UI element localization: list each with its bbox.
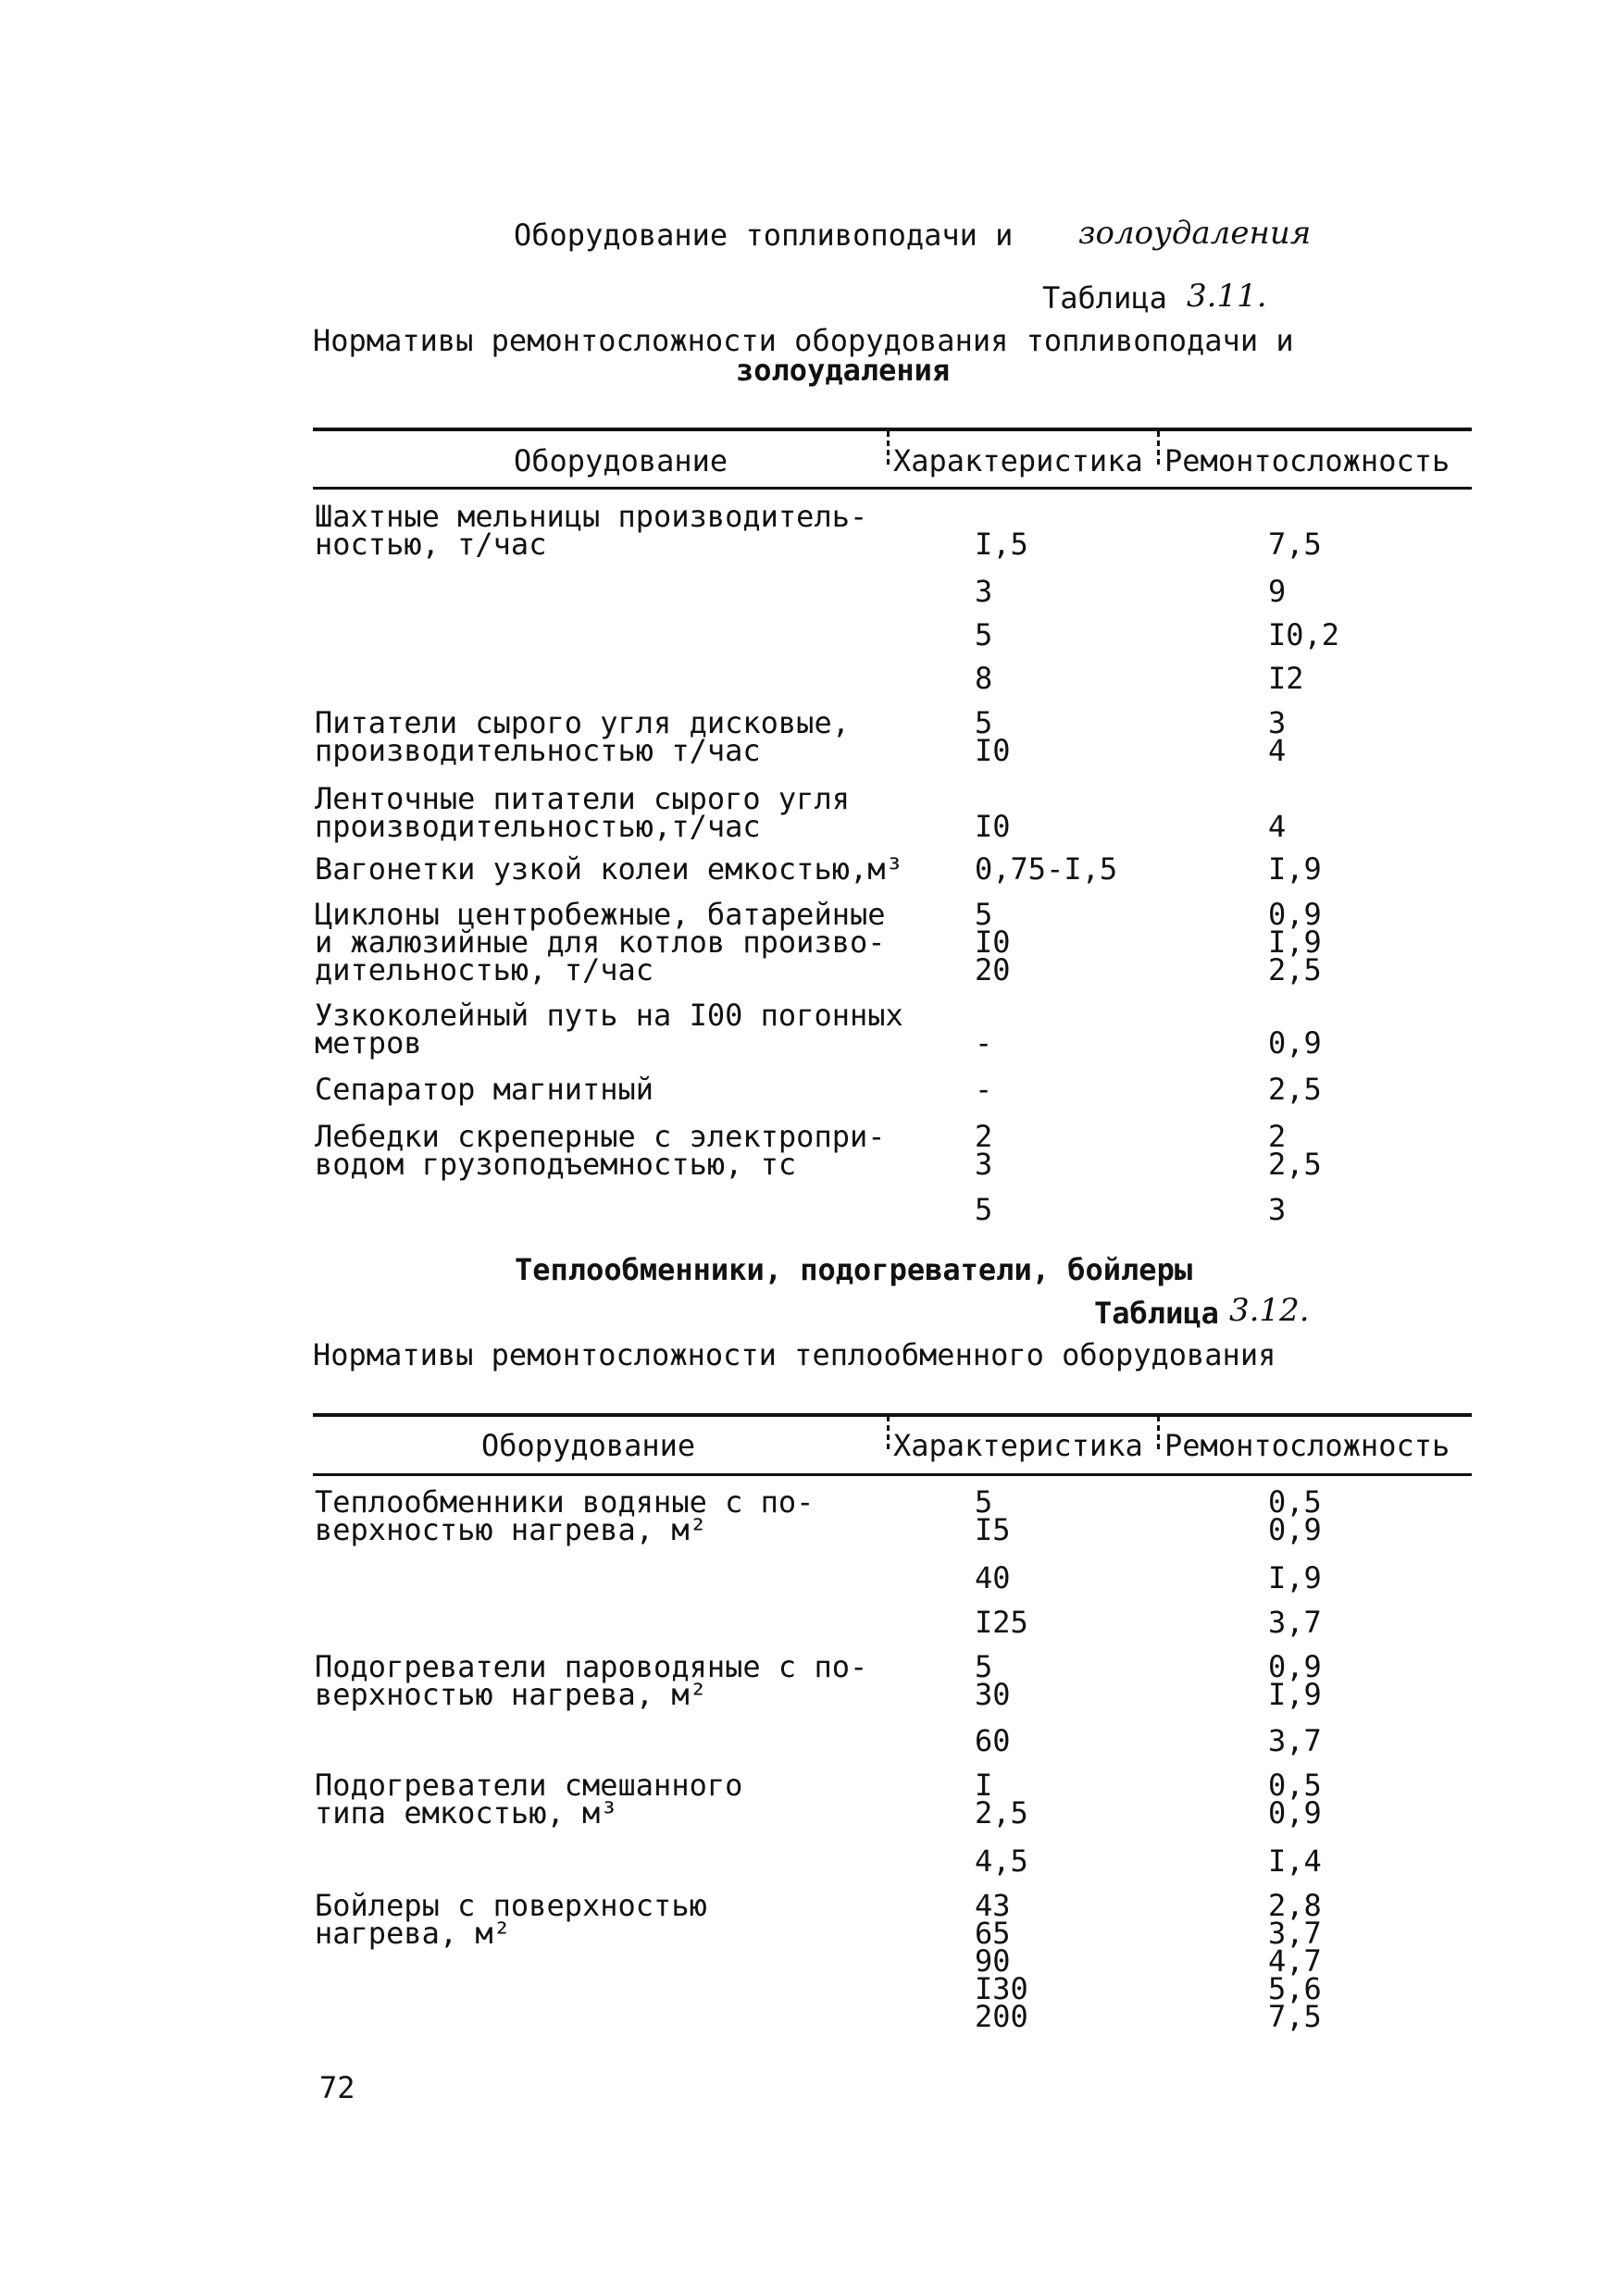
table-row-complexity: 2,5 [1268, 1072, 1322, 1107]
table-row-equipment: Ленточные питатели сырого угля производительностью,т/час [315, 781, 850, 844]
section-heading-handwritten: золоудаления [1078, 215, 1312, 252]
table2-header-complexity: Ремонтосложность [1164, 1428, 1450, 1463]
table1-col-divider-1 [887, 431, 890, 465]
table-number-label: Таблица [1042, 280, 1167, 316]
table-row-equipment: Циклоны центробежные, батарейные и жалюзийные для котлов произво- дительностью, т/час [315, 897, 886, 987]
table-row-characteristic: 8 [975, 661, 993, 696]
table1-header-complexity: Ремонтосложность [1164, 443, 1450, 478]
table-row-complexity: 4 [1268, 809, 1287, 844]
table-row-characteristic: 5 I0 [975, 705, 1011, 768]
table2-top-rule [313, 1413, 1472, 1417]
table-row-characteristic: 5 [975, 617, 993, 652]
table-row-complexity: I,9 [1268, 851, 1322, 887]
table-row-equipment: Питатели сырого угля дисковые, производительностью т/час [315, 705, 850, 768]
table-row-complexity: 0,9 [1268, 1025, 1322, 1061]
table2-header-rule [313, 1473, 1472, 1476]
table1-header-rule [313, 487, 1472, 490]
table-row-complexity: I,9 [1268, 1560, 1322, 1595]
table-row-characteristic: 0,75-I,5 [975, 851, 1118, 887]
table-row-characteristic: 5 30 [975, 1649, 1011, 1712]
table-row-equipment: Лебедки скреперные с электропри- водом грузоподъемностью, тс [315, 1119, 886, 1182]
page-number: 72 [319, 2070, 355, 2105]
table2-header-equipment: Оборудование [481, 1428, 696, 1463]
table-row-equipment: Подогреватели пароводяные с по- верхностью нагрева, м² [315, 1649, 868, 1712]
table-row-complexity: 0,5 0,9 [1268, 1768, 1322, 1831]
table-row-characteristic: 5 [975, 1192, 993, 1227]
table-row-complexity: 3,7 [1268, 1723, 1322, 1758]
table-row-equipment: Бойлеры с поверхностью нагрева, м² [315, 1888, 707, 1951]
table1-top-rule [313, 428, 1472, 431]
table1-header-equipment: Оборудование [514, 443, 728, 478]
table-caption-line2: золоудаления [736, 353, 951, 388]
table-row-characteristic: I0 [975, 809, 1011, 844]
table2-caption: Нормативы ремонтосложности теплообменного оборудования [313, 1337, 1276, 1372]
table-row-equipment: Теплообменники водяные с по- верхностью нагрева, м² [315, 1484, 815, 1547]
table-row-complexity: 0,9 I,9 2,5 [1268, 897, 1322, 987]
section-heading-typed: Оборудование топливоподачи и [514, 217, 1014, 253]
table-row-complexity: I,4 [1268, 1843, 1322, 1879]
table-row-characteristic: 3 [975, 574, 993, 609]
table2-col-divider-1 [887, 1416, 890, 1449]
table-row-characteristic: 2 3 [975, 1119, 993, 1182]
table2-number-label: Таблица [1094, 1296, 1219, 1331]
table-row-complexity: I2 [1268, 661, 1304, 696]
section2-heading: Теплообменники, подогреватели, бойлеры [515, 1252, 1193, 1287]
table-row-equipment: Подогреватели смешанного типа емкостью, м³ [315, 1768, 743, 1831]
table-row-complexity: 3 4 [1268, 705, 1287, 768]
table-row-characteristic: 4,5 [975, 1843, 1028, 1879]
table-row-characteristic: 60 [975, 1723, 1011, 1758]
table1-header-characteristic: Характеристика [893, 443, 1143, 478]
table-number-handwritten: 3.11. [1187, 278, 1267, 315]
table-row-complexity: 2,8 3,7 4,7 5,6 7,5 [1268, 1888, 1322, 2034]
table-row-complexity: 3,7 [1268, 1605, 1322, 1640]
table1-col-divider-2 [1157, 431, 1160, 465]
table-row-characteristic: 40 [975, 1560, 1011, 1595]
table-row-equipment: Сепаратор магнитный [315, 1072, 654, 1107]
table2-number-handwritten: 3.12. [1229, 1292, 1310, 1329]
table-caption-line1: Нормативы ремонтосложности оборудования топливоподачи и [313, 323, 1294, 358]
table-row-characteristic: I,5 [975, 527, 1028, 562]
table-row-complexity: I0,2 [1268, 617, 1340, 652]
table-row-characteristic: - [975, 1072, 993, 1107]
table-row-characteristic: 43 65 90 I30 200 [975, 1888, 1028, 2034]
table2-header-characteristic: Характеристика [893, 1428, 1143, 1463]
table-row-characteristic: I 2,5 [975, 1768, 1028, 1831]
table-row-characteristic: I25 [975, 1605, 1028, 1640]
table-row-characteristic: 5 I0 20 [975, 897, 1011, 987]
table2-col-divider-2 [1157, 1416, 1160, 1449]
table-row-characteristic: 5 I5 [975, 1484, 1011, 1547]
table-row-complexity: 0,9 I,9 [1268, 1649, 1322, 1712]
table-row-complexity: 2 2,5 [1268, 1119, 1322, 1182]
table-row-characteristic: - [975, 1025, 993, 1061]
table-row-complexity: 7,5 [1268, 527, 1322, 562]
table-row-equipment: Шахтные мельницы производитель- ностью, т/час [315, 499, 868, 562]
table-row-complexity: 3 [1268, 1192, 1287, 1227]
table-row-complexity: 9 [1268, 574, 1287, 609]
table-row-complexity: 0,5 0,9 [1268, 1484, 1322, 1547]
table-row-equipment: Вагонетки узкой колеи емкостью,м³ [315, 851, 903, 887]
table-row-equipment: Узкоколейный путь на I00 погонных метров [315, 998, 903, 1061]
